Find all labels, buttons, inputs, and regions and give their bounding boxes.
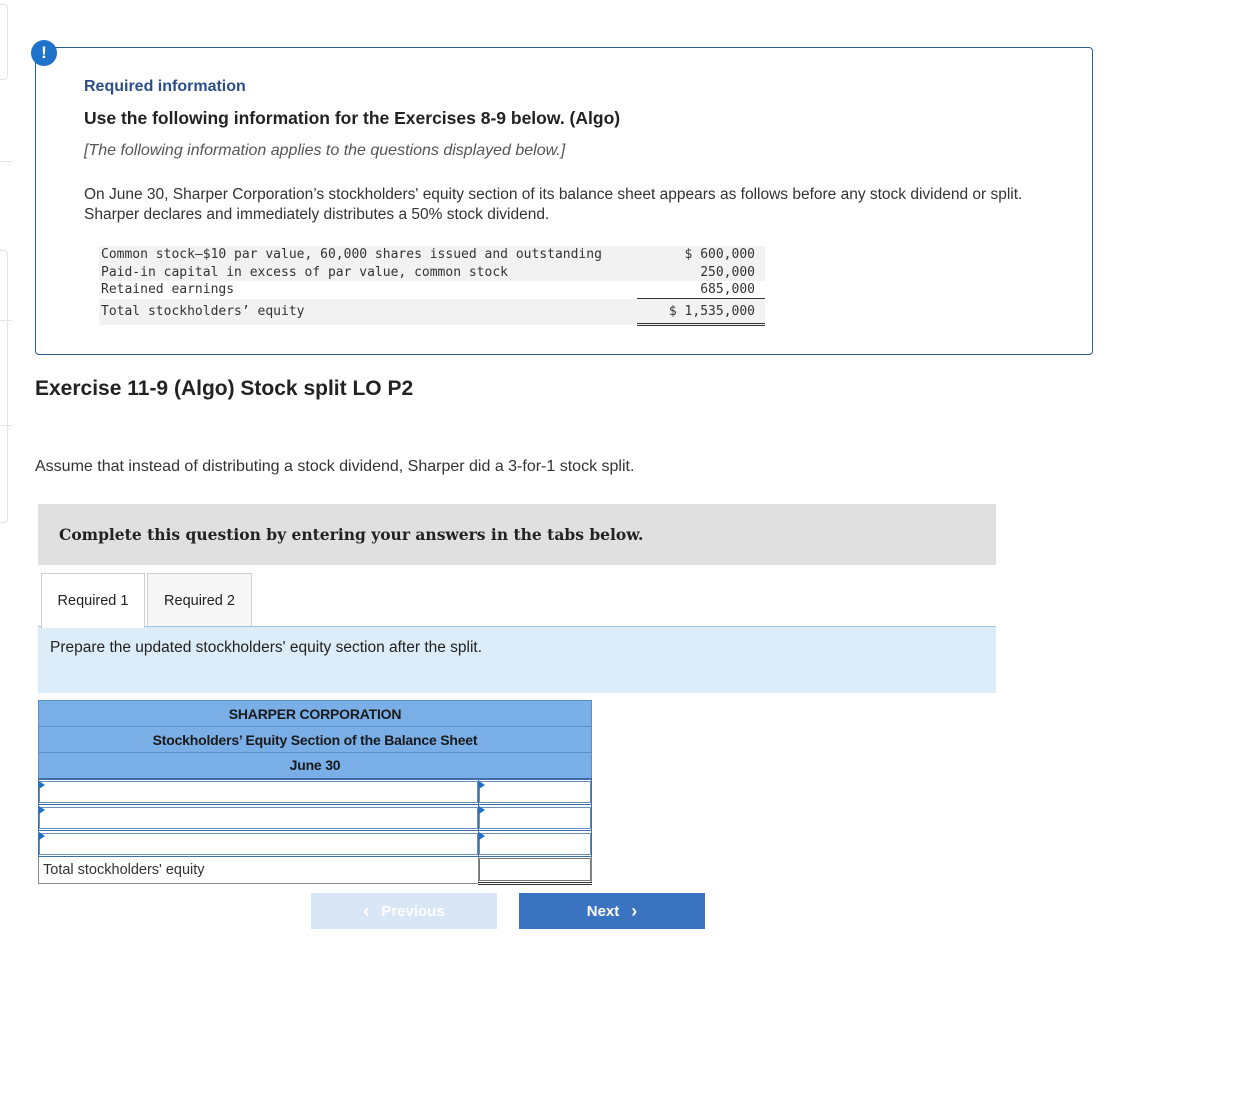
alert-icon: ! <box>31 40 57 66</box>
table-row <box>99 264 765 282</box>
total-row <box>39 857 592 884</box>
equity-row-amount: 250,000 <box>637 264 765 282</box>
row-amount-cell <box>479 831 592 857</box>
equity-row-label: Paid-in capital in excess of par value, common stock <box>99 264 637 282</box>
previous-label: Previous <box>381 902 445 920</box>
statement-title: Stockholders’ Equity Section of the Balance Sheet <box>39 727 592 753</box>
tab-required-1[interactable] <box>41 573 145 628</box>
table-header-row <box>39 701 592 727</box>
question-prompt: Prepare the updated stockholders' equity section after the split. <box>50 639 483 656</box>
row-amount-cell <box>479 805 592 831</box>
entry-marker-icon <box>39 832 45 840</box>
instructions-text: Complete this question by entering your answers in the tabs below. <box>59 525 644 544</box>
edge-divider <box>0 161 12 162</box>
exercise-assumption: Assume that instead of distributing a stock dividend, Sharper did a 3-for-1 stock split. <box>35 458 635 475</box>
tab-label: Required 2 <box>164 592 235 609</box>
row-amount-cell <box>479 779 592 805</box>
edge-strip <box>0 250 8 523</box>
next-label: Next <box>586 902 620 920</box>
previous-button[interactable] <box>311 893 497 929</box>
amount-input[interactable] <box>479 833 591 855</box>
instructions-banner <box>38 504 996 565</box>
exercise-group-heading: Use the following information for the Exercises 8-9 below. (Algo) <box>84 108 621 128</box>
account-label-input[interactable] <box>39 833 478 855</box>
required-information-box <box>35 47 1093 355</box>
table-row <box>39 831 592 857</box>
exercise-title: Exercise 11-9 (Algo) Stock split LO P2 <box>35 377 414 400</box>
equity-total-amount: $ 1,535,000 <box>637 299 765 325</box>
table-row <box>39 805 592 831</box>
next-button[interactable] <box>519 893 705 929</box>
equity-section-table <box>99 246 765 326</box>
account-label-input[interactable] <box>39 781 478 803</box>
edge-strip <box>0 4 8 80</box>
required-information-label: Required information <box>84 78 246 95</box>
chevron-left-icon: ‹ <box>363 900 370 921</box>
statement-date: June 30 <box>39 753 592 779</box>
row-label-cell <box>39 779 479 805</box>
amount-input[interactable] <box>479 781 591 803</box>
entry-marker-icon <box>479 806 485 814</box>
account-label-input[interactable] <box>39 807 478 829</box>
entry-marker-icon <box>479 781 485 789</box>
edge-divider <box>0 320 12 321</box>
total-amount-input[interactable] <box>479 858 591 881</box>
entry-marker-icon <box>39 806 45 814</box>
row-label-cell <box>39 805 479 831</box>
company-name: SHARPER CORPORATION <box>39 701 592 727</box>
row-label-cell <box>39 831 479 857</box>
entry-marker-icon <box>39 781 45 789</box>
edge-divider <box>0 425 12 426</box>
table-header-row <box>39 727 592 753</box>
entry-marker-icon <box>479 832 485 840</box>
chevron-right-icon: › <box>631 900 638 921</box>
table-row <box>99 281 765 299</box>
table-row <box>99 246 765 264</box>
total-label: Total stockholders' equity <box>39 857 479 884</box>
tab-required-2[interactable] <box>147 573 252 627</box>
amount-input[interactable] <box>479 807 591 829</box>
answer-table <box>38 700 592 885</box>
equity-row-label: Retained earnings <box>101 282 235 298</box>
table-header-row <box>39 753 592 779</box>
total-value-cell <box>479 857 592 884</box>
equity-total-label: Total stockholders’ equity <box>99 299 637 325</box>
equity-row-label: Common stock—$10 par value, 60,000 shares issued and outstanding <box>99 246 637 264</box>
table-row <box>39 779 592 805</box>
equity-row-amount: $ 600,000 <box>637 246 765 264</box>
applies-note: [The following information applies to the questions displayed below.] <box>84 142 566 159</box>
question-prompt-panel <box>38 627 996 693</box>
intro-paragraph: On June 30, Sharper Corporation’s stockholders' equity section of its balance sheet appears as follows before any stock dividend or split. Sharper declares and immediately distributes a 50% stock dividend. <box>84 186 1023 223</box>
equity-row-amount: 685,000 <box>637 281 765 299</box>
table-row <box>99 299 765 325</box>
tab-label: Required 1 <box>57 593 129 609</box>
